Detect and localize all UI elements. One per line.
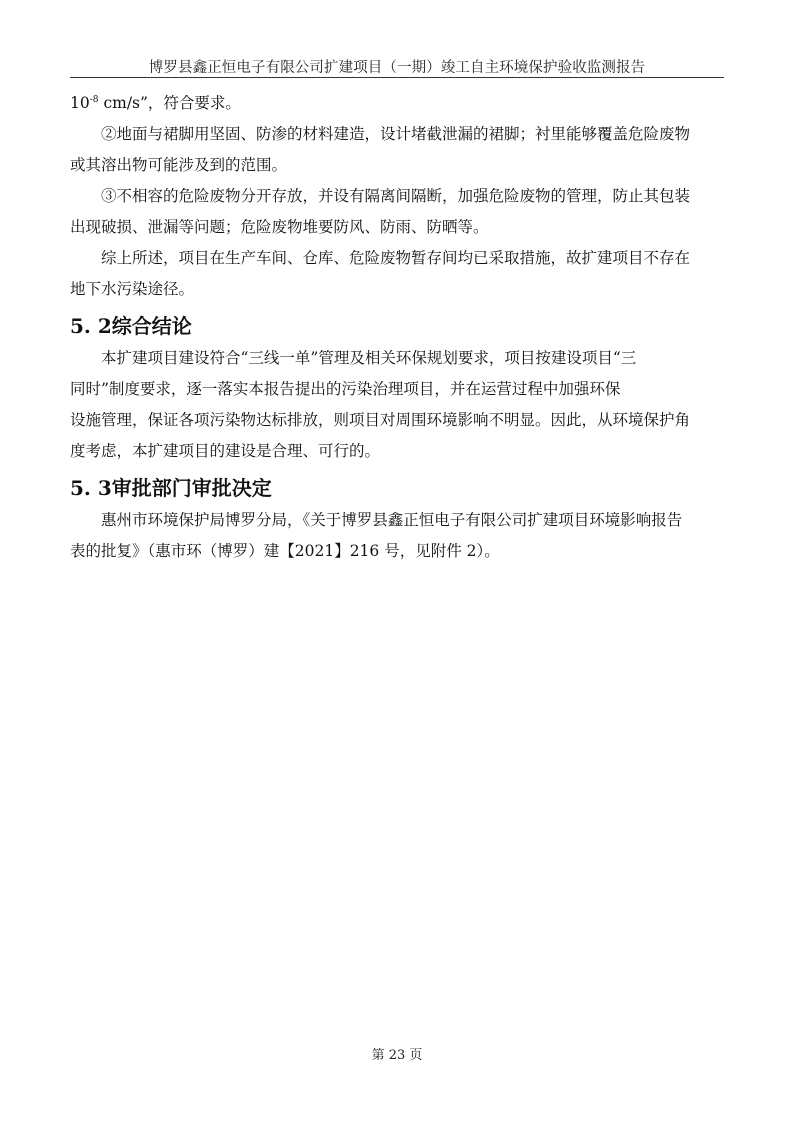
section-5-3-line-2: 表的批复》（惠市环（博罗）建【2021】216 号，见附件 2）。 [70,542,500,560]
section-5-2-line-4: 度考虑，本扩建项目的建设是合理、可行的。 [70,442,381,460]
section-5-2-line-1: 本扩建项目建设符合“三线一单”管理及相关环保规划要求，项目按建设项目“三 [101,349,637,367]
section-5-2-line-2: 同时”制度要求，逐一落实本报告提出的污染治理项目，并在运营过程中加强环保 [70,380,621,398]
item-2-line-1: ②地面与裙脚用坚固、防渗的材料建造，设计堵截泄漏的裙脚；衬里能够覆盖危险废物 [101,125,691,143]
section-5-2-heading: 5. 2综合结论 [70,314,192,338]
section-5-2-line-3: 设施管理，保证各项污染物达标排放，则项目对周围环境影响不明显。因此，从环境保护角 [70,411,691,429]
page-content [70,88,726,567]
page-number: 第 23 页 [371,1048,423,1063]
header-divider [70,77,724,78]
section-5-3-line-1: 惠州市环境保护局博罗分局，《关于博罗县鑫正恒电子有限公司扩建项目环境影响报告 [101,511,683,529]
section-5-3-heading: 5. 3审批部门审批决定 [70,476,272,500]
item-2-line-2: 或其溶出物可能涉及到的范围。 [70,156,288,174]
summary-line-1: 综上所述，项目在生产车间、仓库、危险废物暂存间均已采取措施，故扩建项目不存在 [101,249,691,267]
page-header: 博罗县鑫正恒电子有限公司扩建项目（一期）竣工自主环境保护验收监测报告 [148,60,646,76]
item-3-line-2: 出现破损、泄漏等问题；危险废物堆要防风、防雨、防晒等。 [70,218,489,236]
permeability-line [70,88,726,119]
item-3-line-1: ③不相容的危险废物分开存放，并设有隔离间隔断，加强危险废物的管理，防止其包装 [101,187,691,205]
summary-line-2: 地下水污染途径。 [70,280,195,298]
exponent-superscript: -8 [89,94,99,105]
exponent-base: 10 [70,94,90,112]
exponent-rest: cm/s”，符合要求。 [98,94,241,112]
